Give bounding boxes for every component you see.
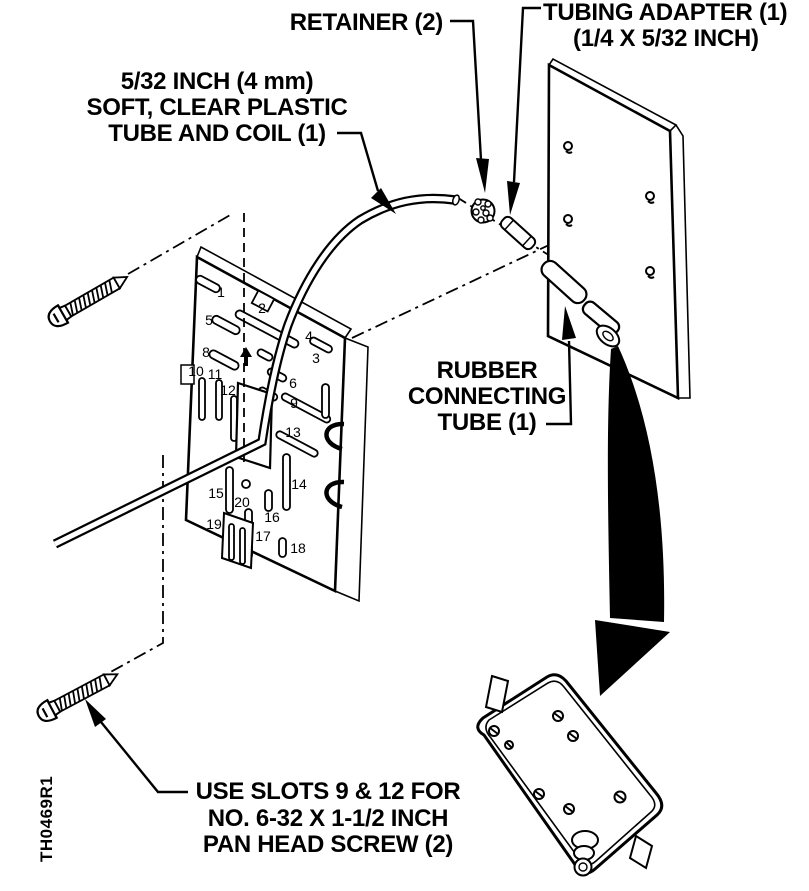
lower-mounting-screw xyxy=(34,665,122,724)
tubing-adapter-label-line2: (1/4 X 5/32 INCH) xyxy=(573,25,759,52)
tubing-adapter-label-line1: TUBING ADAPTER (1) xyxy=(543,0,788,26)
subbase xyxy=(478,675,662,876)
slot-number: 13 xyxy=(285,424,301,440)
slot-number: 6 xyxy=(289,375,297,391)
subbase-tab-bottom xyxy=(630,836,652,868)
slot-number: 16 xyxy=(264,509,280,525)
slot-number: 15 xyxy=(208,485,224,501)
tube-coil-label-line3: TUBE AND COIL (1) xyxy=(108,120,326,147)
slot-number: 18 xyxy=(290,540,306,556)
slot-number: 17 xyxy=(255,528,271,544)
retainer xyxy=(472,199,495,223)
rubber-tube-label-line3: TUBE (1) xyxy=(437,409,537,436)
panel-right-thickness xyxy=(676,125,690,398)
tubing-adapter-arrow xyxy=(507,181,520,215)
slot-number: 12 xyxy=(220,382,236,398)
tubing-adapter-leader xyxy=(514,8,541,182)
retainer-label: RETAINER (2) xyxy=(289,9,443,36)
slot-number: 5 xyxy=(205,312,213,328)
slot-number: 8 xyxy=(202,344,210,360)
screw-axis-centerline xyxy=(128,214,232,274)
use-slots-label-line1: USE SLOTS 9 & 12 FOR xyxy=(195,778,461,805)
tube-coil-label-line2: SOFT, CLEAR PLASTIC xyxy=(86,94,348,121)
slot-number: 3 xyxy=(312,350,320,366)
tubing-adapter xyxy=(499,215,537,251)
slot-number: 1 xyxy=(217,284,225,300)
slot-number: 2 xyxy=(258,300,266,316)
rubber-tube-label-line2: CONNECTING xyxy=(407,383,567,410)
plate-bottom-tab xyxy=(222,513,253,568)
tube-coil-label-line1: 5/32 INCH (4 mm) xyxy=(120,68,314,95)
retainer-leader xyxy=(450,21,481,160)
use-slots-label-line2: NO. 6-32 X 1-1/2 INCH xyxy=(207,805,449,832)
figure-code: TH0469R1 xyxy=(37,775,56,862)
flow-arrow xyxy=(595,346,670,696)
slot-number: 19 xyxy=(206,516,222,532)
slot-number: 9 xyxy=(290,395,298,411)
upper-mounting-screw xyxy=(45,268,132,330)
slot-number: 14 xyxy=(291,476,307,492)
retainer-arrow xyxy=(476,158,489,193)
use-slots-label-line3: PAN HEAD SCREW (2) xyxy=(202,831,454,858)
use-slots-leader xyxy=(101,722,188,792)
mounting-plate xyxy=(181,213,368,601)
lower-screw-centerline xyxy=(107,455,163,674)
slot-number: 10 xyxy=(188,363,204,379)
tube-coil-leader xyxy=(337,133,378,191)
slot-number: 4 xyxy=(305,328,313,344)
slot-number: 11 xyxy=(207,366,223,382)
rubber-tube-label-line1: RUBBER xyxy=(436,357,538,384)
slot-number: 20 xyxy=(234,494,250,510)
